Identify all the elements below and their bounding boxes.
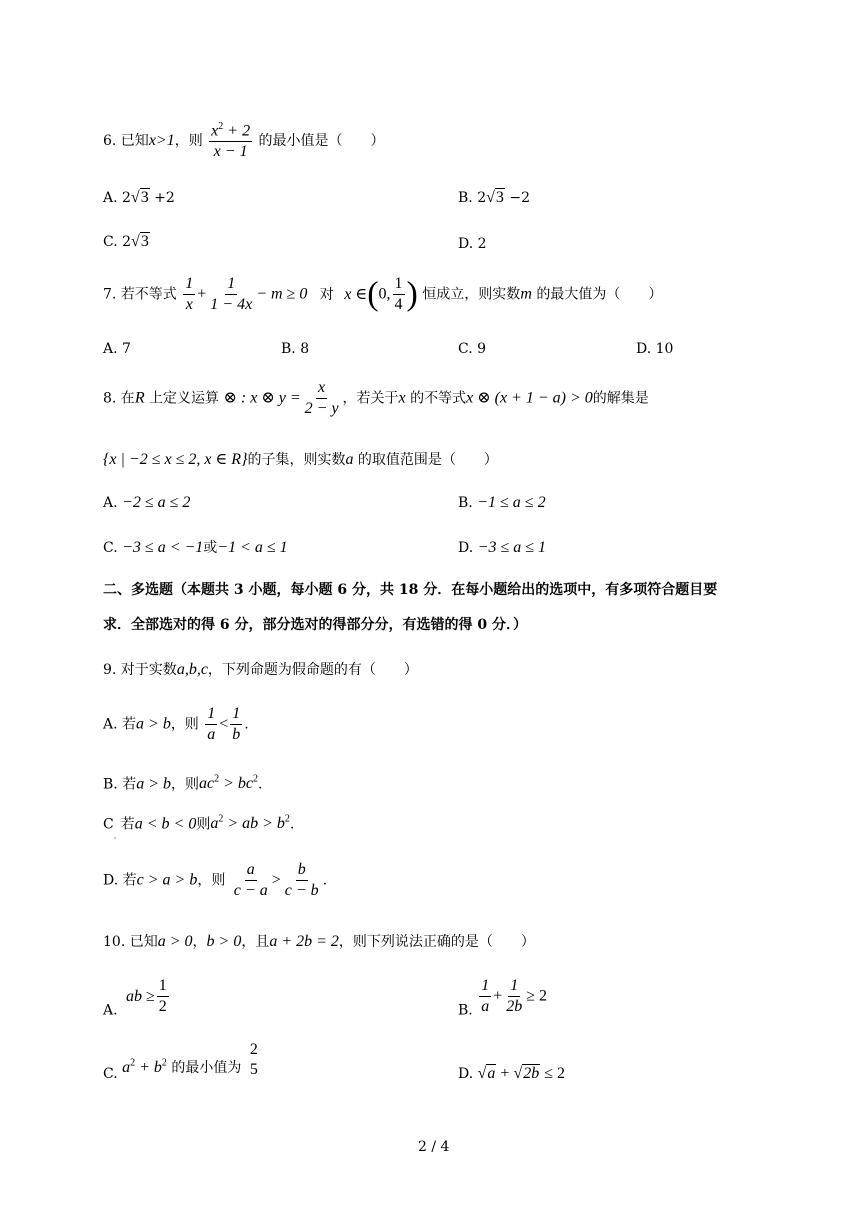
- q10a-fraction: $\frac{1}{2}$: [158, 977, 167, 1015]
- q10c-fraction: 2 5: [249, 1041, 258, 1078]
- q6-option-b: B. 2√3 −2: [458, 189, 530, 206]
- q7-frac-1: $\frac{1}{x}$: [185, 275, 194, 313]
- q7-frac-interval: $\frac{1}{4}$: [394, 275, 403, 313]
- q6-line: [103, 122, 385, 160]
- sqrt-icon: √3: [131, 233, 149, 250]
- q6-text: 6. 已知: [103, 133, 149, 150]
- section-heading-line-2: 求．全部选对的得 6 分，部分选对的得部分分，有选错的得 0 分．）: [103, 617, 527, 633]
- q6-text-b: ，则: [174, 133, 203, 150]
- q10b-frac-2: $\frac{1}{2b}$: [506, 977, 523, 1015]
- q10b-frac-1: $\frac{1}{a}$: [481, 977, 490, 1015]
- q8-fraction: $\frac{x}{2 - y}$: [304, 379, 339, 417]
- q9d-frac-2: $\frac{b}{c - b}$: [284, 861, 319, 899]
- q9-option-b: B. 若a > b，则$ac^2 > bc^2$.: [103, 774, 263, 793]
- q6-text-c: 的最小值是（ ）: [258, 133, 385, 150]
- q8-option-d: D. −3 ≤ a ≤ 1: [458, 539, 546, 556]
- q7-option-c: C. 9: [458, 341, 487, 357]
- q9-option-a: A. 若a > b，则 $\frac{1}{a}$ < $\frac{1}{b}$ .: [103, 705, 249, 743]
- q7-line: 7. 若不等式 $\frac{1}{x}$ + $\frac{1}{1 - 4x}$ − m ≥ 0 对 x ∈(0, $\frac{1}{4}$ ) 恒成立，则实数m 的最大值为（ ）: [103, 275, 663, 313]
- q9a-frac-1: $\frac{1}{a}$: [207, 705, 216, 743]
- q6-fraction: $\frac{x^2 + 2}{x - 1}$: [211, 121, 251, 161]
- q7-frac-2: $\frac{1}{1 - 4x}$: [210, 275, 253, 313]
- q8-option-a: A. −2 ≤ a ≤ 2: [103, 494, 191, 511]
- q6-option-a: A. 2√3 +2: [103, 189, 175, 206]
- section-heading-line-1: 二、多选题（本题共 3 小题，每小题 6 分，共 18 分．在每小题给出的选项中，有多项符合题目要: [103, 582, 718, 598]
- q9-option-c: $C_.$ 若a < b < 0则$a^2$ > ab > $b^2$.: [103, 814, 295, 841]
- q9d-frac-1: $\frac{a}{c - a}$: [233, 861, 268, 899]
- q8-line-2: {x | −2 ≤ x ≤ 2, x ∈ R}的子集，则实数a 的取值范围是（ ）: [103, 451, 498, 468]
- q7-option-d: D. 10: [636, 341, 674, 357]
- right-paren-icon: ): [406, 275, 418, 313]
- q8-option-b: B. −1 ≤ a ≤ 2: [458, 494, 546, 511]
- q6-option-d: D. 2: [458, 236, 487, 252]
- q10-option-b: B. $\frac{1}{a}$ + $\frac{1}{2b}$ ≥ 2: [458, 977, 548, 1019]
- q10-option-a: A. ab ≥ $\frac{1}{2}$: [103, 977, 167, 1019]
- q6-option-c: C. 2√3: [103, 233, 149, 250]
- page-number: 2 / 4: [418, 1139, 450, 1155]
- q7-option-a: A. 7: [103, 341, 131, 357]
- q6-cond: x>1: [148, 132, 175, 150]
- left-paren-icon: (: [367, 275, 379, 313]
- q8-option-c: C. −3 ≤ a < −1或−1 < a ≤ 1: [103, 539, 288, 556]
- q7-option-b: B. 8: [281, 341, 310, 357]
- q10-line: 10. 已知a > 0，b > 0，且a + 2b = 2，则下列说法正确的是（ ）: [103, 933, 535, 950]
- q9-option-d: D. 若c > a > b，则 $\frac{a}{c - a}$ > $\frac{b}{c - b}$ .: [103, 861, 328, 899]
- sqrt-icon: √3: [130, 189, 149, 206]
- q10-option-d: D. √a + √2b ≤ 2: [458, 1065, 566, 1082]
- q9a-frac-2: $\frac{1}{b}$: [232, 705, 241, 743]
- sqrt-icon: √2b: [513, 1065, 540, 1082]
- sqrt-icon: √3: [486, 189, 504, 206]
- q10-option-c: C. $a^2 + b^2$ 的最小值为 2 5: [103, 1041, 258, 1082]
- sqrt-icon: √a: [477, 1065, 496, 1082]
- q8-line-1: 8. 在R 上定义运算 ⊗ : x ⊗ y = $\frac{x}{2 - y}$ ，若关于x 的不等式x ⊗ (x + 1 − a) > 0的解集是: [103, 379, 649, 417]
- q9-line: 9. 对于实数a,b,c，下列命题为假命题的有（ ）: [103, 661, 418, 678]
